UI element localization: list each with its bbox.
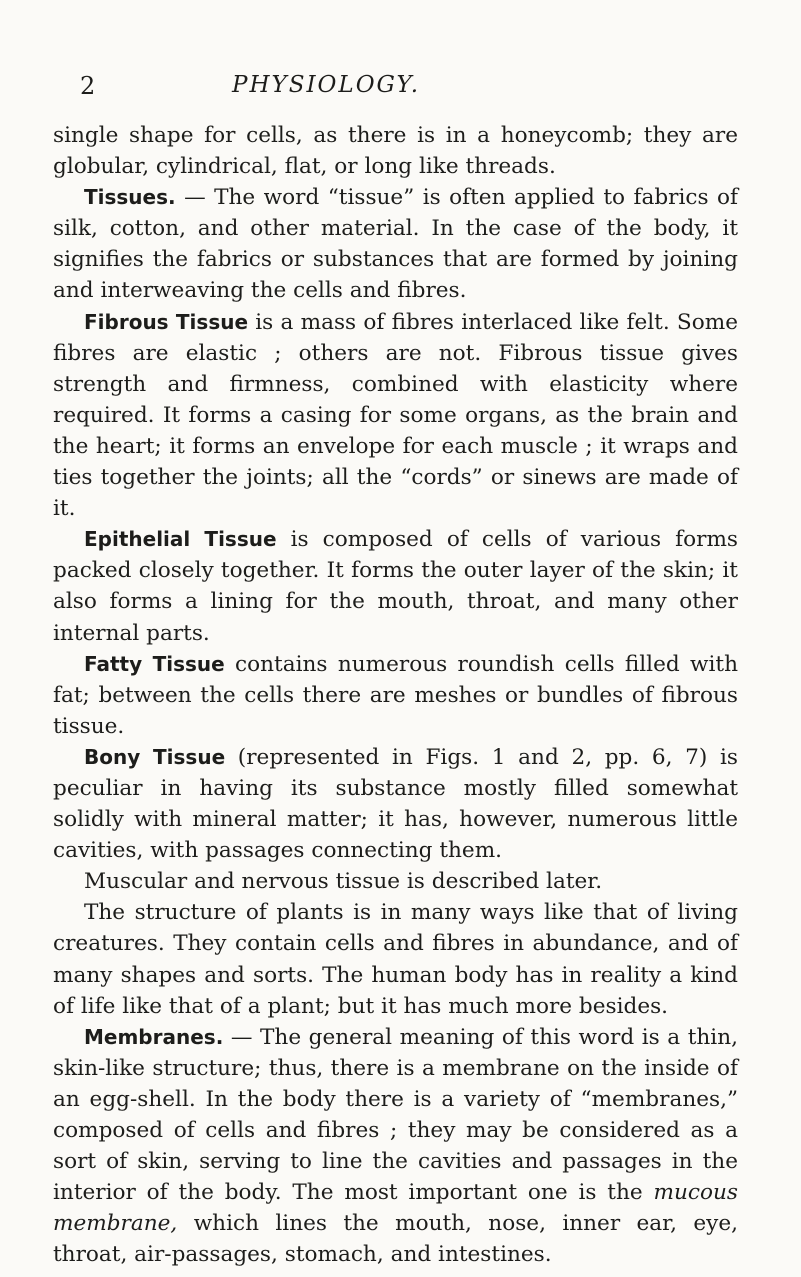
section-heading-membranes: Membranes.	[84, 1024, 224, 1049]
paragraph-plants	[53, 897, 738, 1021]
italic-term: mucous membrane,	[53, 1180, 738, 1237]
paragraph-text: contains numerous roundish cells filled with fat; between the cells there are meshes or bundles of fibrous tissue.	[53, 651, 738, 739]
section-heading-epithelial-tissue: Epithelial Tissue	[84, 527, 277, 552]
section-heading-tissues: Tissues.	[84, 185, 176, 210]
page-number: 2	[80, 72, 96, 100]
paragraph-text: The structure of plants is in many ways like that of living creatures. They contain cells and fibres in abundance, and of many shapes and sorts. The human body has in reality a kind of life like that of a plant; but it has much more besides.	[53, 900, 738, 1019]
body-text	[53, 120, 738, 1270]
section-heading-fatty-tissue: Fatty Tissue	[84, 651, 225, 676]
page-header	[80, 72, 740, 106]
paragraph-text: which lines the mouth, nose, inner ear, eye, throat, air-passages, stomach, and intestines.	[53, 1211, 738, 1268]
paragraph-fibrous-tissue	[53, 307, 738, 525]
paragraph-text: is composed of cells of various forms packed closely together. It forms the outer layer of the skin; it also forms a lining for the mouth, throat, and many other internal parts.	[53, 527, 738, 646]
paragraph-text: (represented in Figs. 1 and 2, pp. 6, 7) is peculiar in having its substance mostly filled somewhat solidly with mineral matter; it has, however, numerous little cavities, with passages connecting them.	[53, 744, 738, 864]
paragraph-muscular-nervous	[53, 866, 738, 897]
paragraph-text: — The general meaning of this word is a thin, skin-like structure; thus, there is a membrane on the inside of an egg-shell. In the body there is a variety of “membranes,” composed of cells and fibres ; they may be considered as a sort of skin, serving to line the cavities and passages in the interior of the body. The most important one is the	[53, 1024, 738, 1206]
paragraph-cells-continued	[53, 120, 738, 182]
paragraph-text: — The word “tissue” is often applied to fabrics of silk, cotton, and other material. In the case of the body, it signifies the fabrics or substances that are formed by joining and interweaving the cells and fibres.	[53, 185, 738, 304]
paragraph-membranes	[53, 1022, 738, 1271]
section-heading-fibrous-tissue: Fibrous Tissue	[84, 309, 249, 334]
paragraph-tissues	[53, 182, 738, 306]
section-heading-bony-tissue: Bony Tissue	[84, 744, 226, 769]
paragraph-text: Muscular and nervous tissue is described later.	[84, 869, 603, 895]
paragraph-epithelial-tissue	[53, 524, 738, 648]
paragraph-text: single shape for cells, as there is in a honeycomb; they are globular, cylindrical, flat, or long like threads.	[53, 123, 738, 180]
paragraph-bony-tissue	[53, 742, 738, 866]
running-title: PHYSIOLOGY.	[232, 72, 421, 98]
paragraph-text: is a mass of fibres interlaced like felt. Some fibres are elastic ; others are not. Fibrous tissue gives strength and firmness, combined with elasticity where required. It forms a casing for some organs, as the brain and the heart; it forms an envelope for each muscle ; it wraps and ties together the joints; all the “cords” or sinews are made of it.	[53, 309, 738, 522]
paragraph-fatty-tissue	[53, 649, 738, 742]
